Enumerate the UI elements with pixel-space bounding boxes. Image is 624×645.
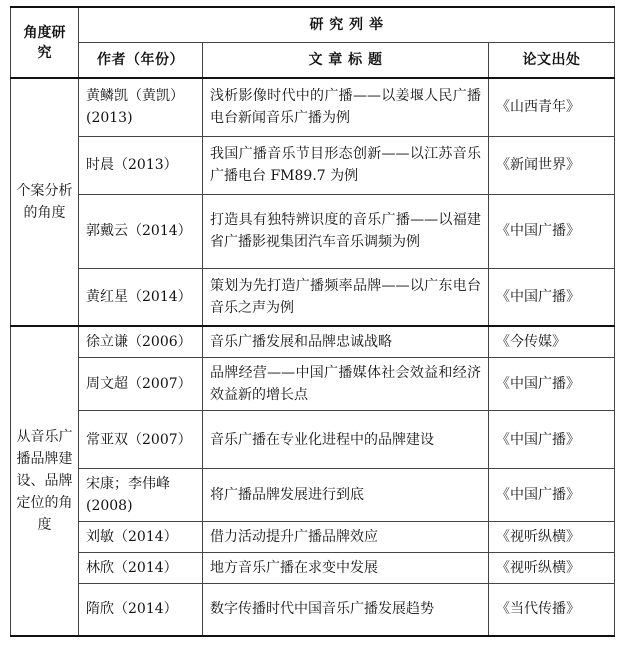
author-cell: 宋康；李伟峰(2008) — [79, 469, 203, 522]
title-cell: 我国广播音乐节目形态创新——以江苏音乐广播电台 FM89.7 为例 — [203, 136, 489, 194]
author-cell: 隋欣（2014） — [79, 584, 203, 636]
source-cell: 《中国广播》 — [489, 194, 615, 268]
table-row — [11, 136, 615, 194]
source-cell: 《中国广播》 — [489, 358, 615, 411]
source-header: 论文出处 — [489, 43, 615, 79]
source-cell: 《山西青年》 — [489, 78, 615, 136]
header-row-2 — [11, 43, 615, 79]
title-cell: 地方音乐广播在求变中发展 — [203, 553, 489, 584]
source-cell: 《中国广播》 — [489, 268, 615, 326]
research-header: 研 究 列 举 — [79, 7, 615, 43]
table-row — [11, 358, 615, 411]
table-row — [11, 522, 615, 553]
title-cell: 浅析影像时代中的广播——以姜堰人民广播电台新闻音乐广播为例 — [203, 78, 489, 136]
source-cell: 《中国广播》 — [489, 469, 615, 522]
table-row — [11, 326, 615, 358]
title-cell: 打造具有独特辨识度的音乐广播——以福建省广播影视集团汽车音乐调频为例 — [203, 194, 489, 268]
title-cell: 策划为先打造广播频率品牌——以广东电台音乐之声为例 — [203, 268, 489, 326]
table-row — [11, 553, 615, 584]
source-cell: 《新闻世界》 — [489, 136, 615, 194]
angle-header: 角度研究 — [11, 7, 79, 78]
angle-cell-case-study: 个案分析的角度 — [11, 78, 79, 326]
author-cell: 周文超（2007） — [79, 358, 203, 411]
header-row-1 — [11, 7, 615, 43]
title-header: 文 章 标 题 — [203, 43, 489, 79]
author-header: 作者（年份） — [79, 43, 203, 79]
author-cell: 黄鳞凯（黄凯）(2013) — [79, 78, 203, 136]
author-cell: 时晨（2013） — [79, 136, 203, 194]
source-cell: 《当代传播》 — [489, 584, 615, 636]
table-row — [11, 194, 615, 268]
table-row — [11, 469, 615, 522]
author-cell: 徐立谦（2006） — [79, 326, 203, 358]
title-cell: 音乐广播发展和品牌忠诚战略 — [203, 326, 489, 358]
source-cell: 《今传媒》 — [489, 326, 615, 358]
author-cell: 刘敏（2014） — [79, 522, 203, 553]
source-cell: 《视听纵横》 — [489, 522, 615, 553]
table-row — [11, 584, 615, 636]
title-cell: 将广播品牌发展进行到底 — [203, 469, 489, 522]
author-cell: 常亚双（2007） — [79, 411, 203, 469]
author-cell: 黄红星（2014） — [79, 268, 203, 326]
author-cell: 林欣（2014） — [79, 553, 203, 584]
title-cell: 数字传播时代中国音乐广播发展趋势 — [203, 584, 489, 636]
title-cell: 借力活动提升广播品牌效应 — [203, 522, 489, 553]
table-row — [11, 268, 615, 326]
source-cell: 《视听纵横》 — [489, 553, 615, 584]
table-row — [11, 78, 615, 136]
title-cell: 品牌经营——中国广播媒体社会效益和经济效益新的增长点 — [203, 358, 489, 411]
research-table — [10, 6, 615, 637]
table-row — [11, 411, 615, 469]
title-cell: 音乐广播在专业化进程中的品牌建设 — [203, 411, 489, 469]
source-cell: 《中国广播》 — [489, 411, 615, 469]
author-cell: 郭戴云（2014） — [79, 194, 203, 268]
angle-cell-brand: 从音乐广播品牌建设、品牌定位的角度 — [11, 326, 79, 636]
